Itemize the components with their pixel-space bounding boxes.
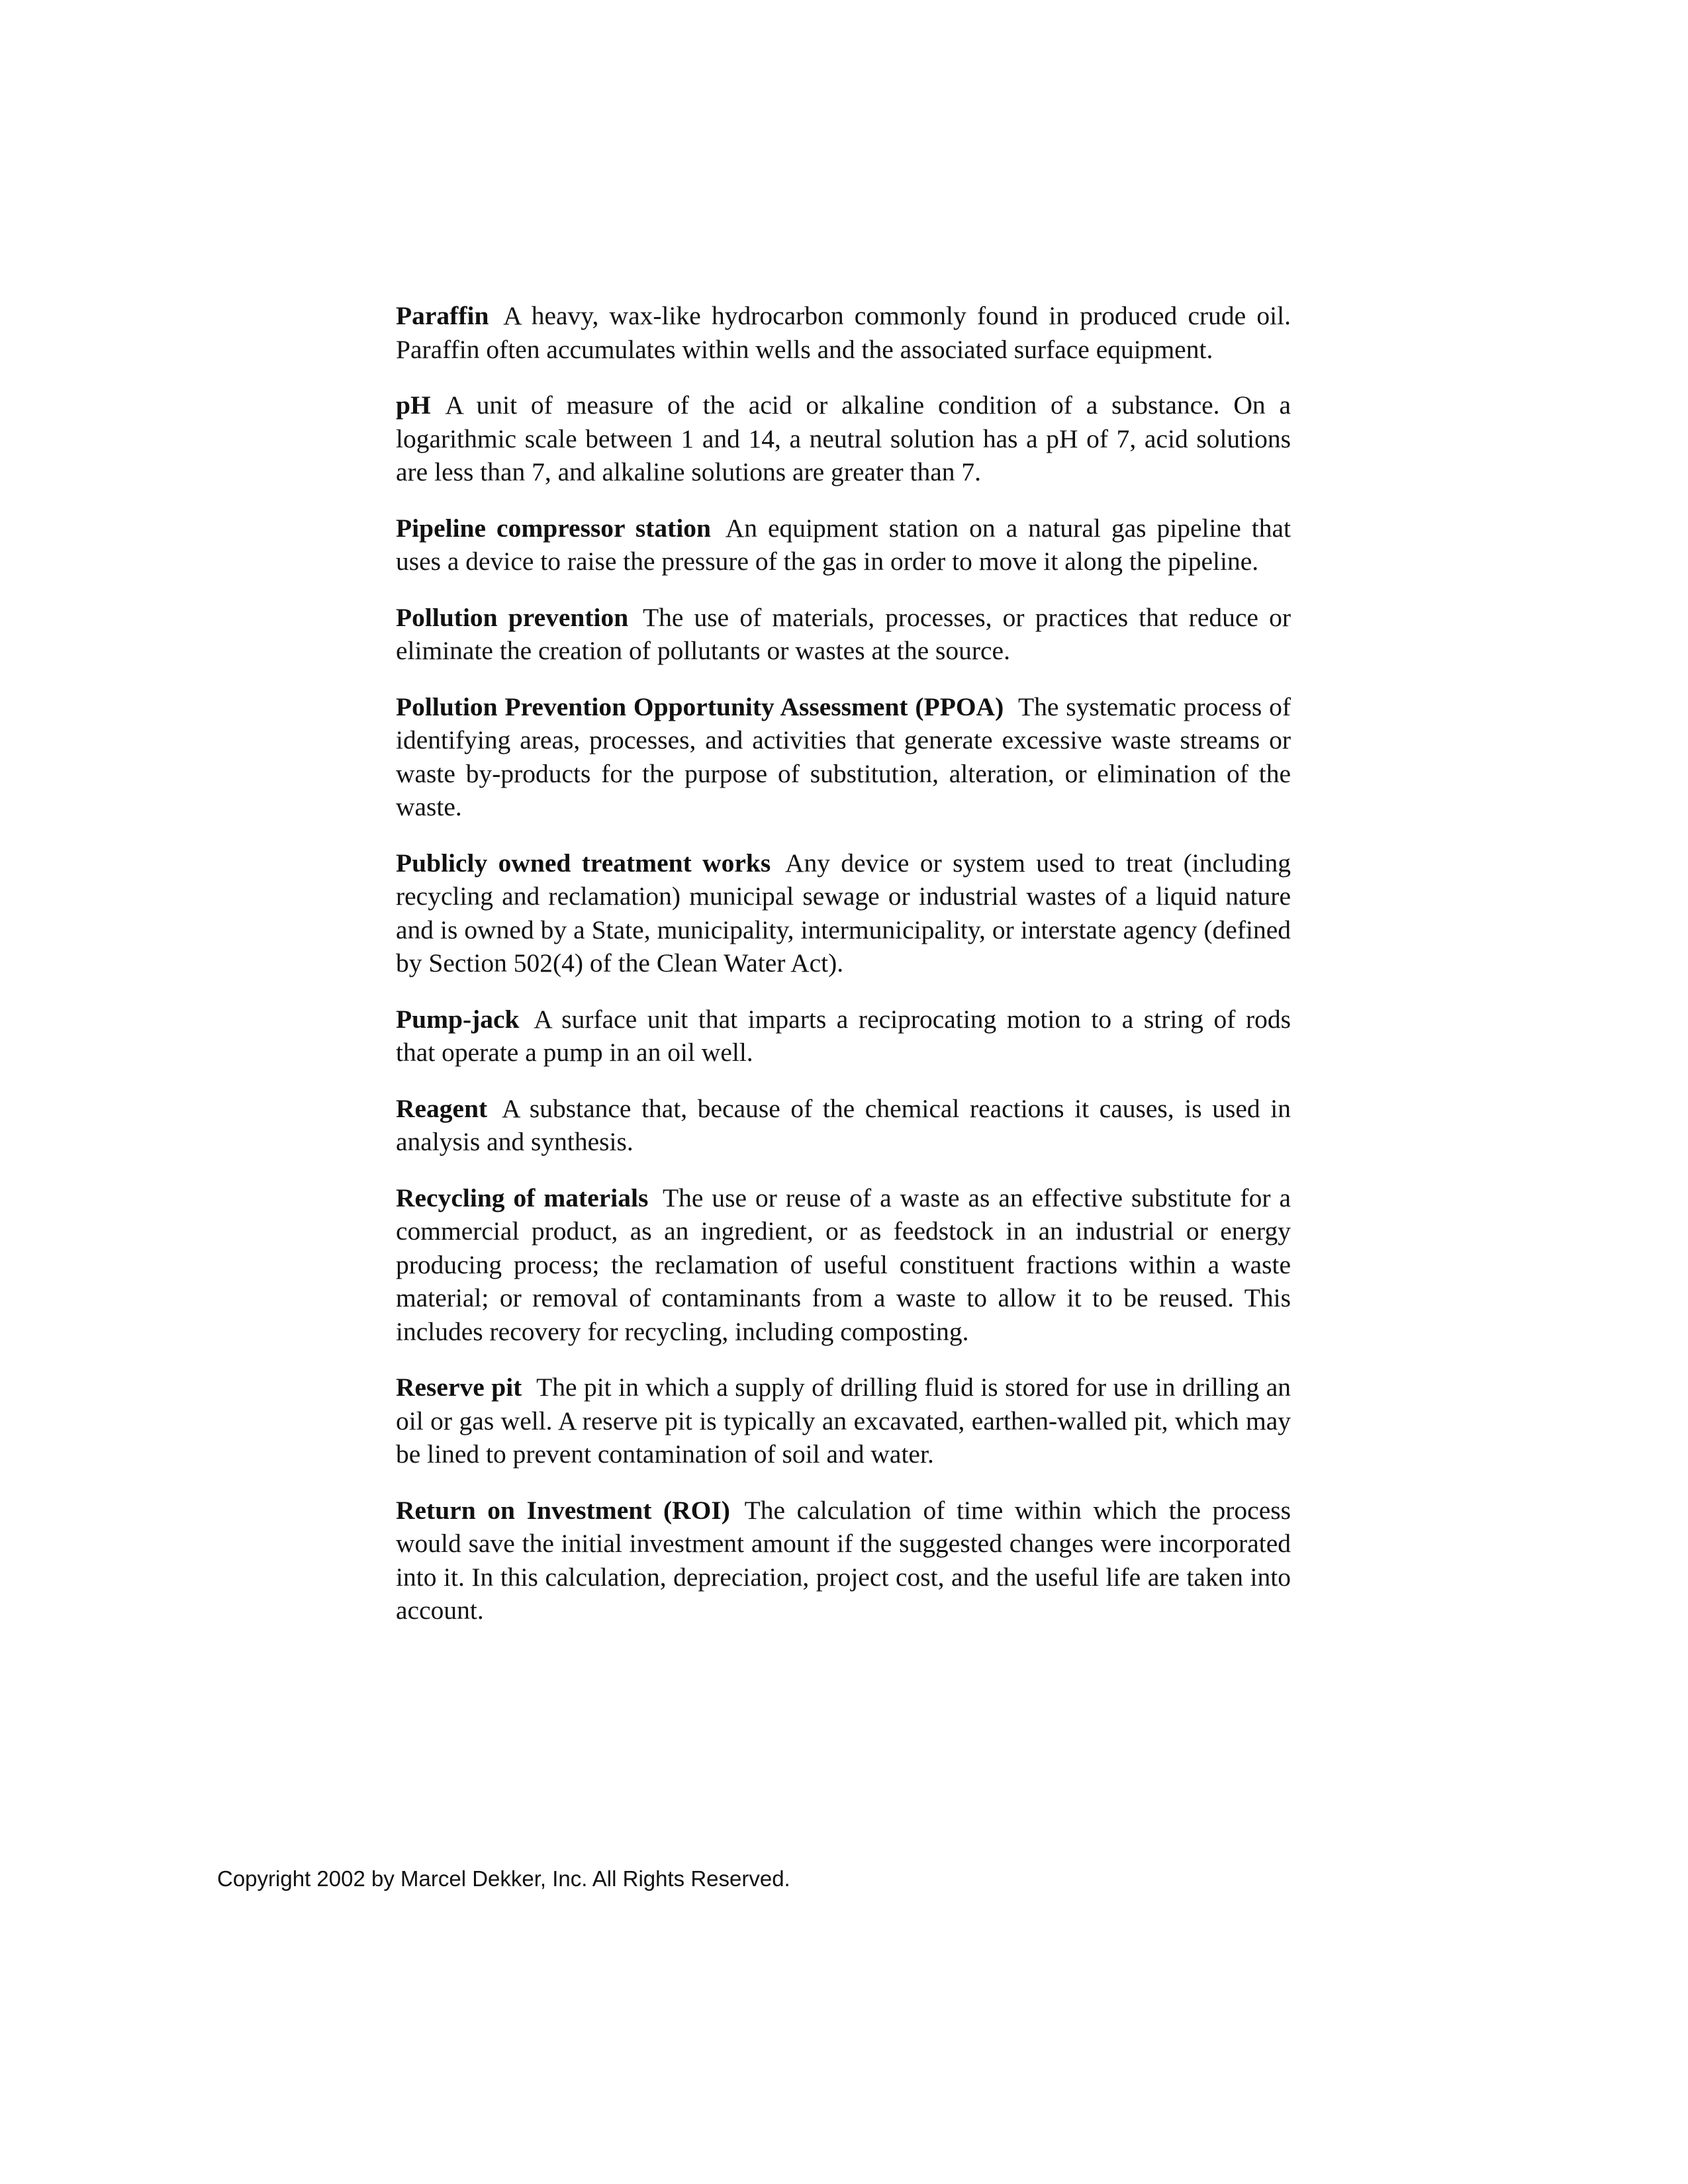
glossary-term: Publicly owned treatment works	[396, 848, 771, 878]
glossary-definition: A surface unit that imparts a reciprocating motion to a string of rods that operate a pump in an oil well.	[396, 1004, 1291, 1067]
glossary-term: Reagent	[396, 1093, 488, 1123]
copyright-notice: Copyright 2002 by Marcel Dekker, Inc. All Rights Reserved.	[217, 1866, 790, 1891]
glossary-definition: A heavy, wax-like hydrocarbon commonly found in produced crude oil. Paraffin often accumulates within wells and the associated surface equipment.	[396, 301, 1291, 364]
glossary-entry-ph	[396, 388, 1291, 489]
glossary-term: Pump-jack	[396, 1004, 520, 1034]
glossary-entry-pollution-prevention	[396, 601, 1291, 668]
glossary-definition: An equipment station on a natural gas pipeline that uses a device to raise the pressure of the gas in order to move it along the pipeline.	[396, 513, 1291, 576]
glossary-term: pH	[396, 390, 431, 420]
glossary-term: Reserve pit	[396, 1373, 522, 1402]
glossary-definition: The calculation of time within which the process would save the initial investment amount if the suggested changes were incorporated into it. In this calculation, depreciation, project cost, and the useful life are taken into account.	[396, 1495, 1291, 1625]
glossary-entry-pipeline-compressor-station	[396, 512, 1291, 578]
glossary-definition: The use or reuse of a waste as an effective substitute for a commercial product, as an ingredient, or as feedstock in an industrial or energy producing process; the reclamation of useful constituent fractions within a waste material; or removal of contaminants from a waste to allow it to be reused. This includes recovery for recycling, including composting.	[396, 1183, 1291, 1346]
glossary-definition: A unit of measure of the acid or alkaline condition of a substance. On a logarithmic scale between 1 and 14, a neutral solution has a pH of 7, acid solutions are less than 7, and alkaline solutions are greater than 7.	[396, 390, 1291, 486]
glossary-definition: A substance that, because of the chemical reactions it causes, is used in analysis and synthesis.	[396, 1093, 1291, 1156]
glossary-term: Pollution Prevention Opportunity Assessment (PPOA)	[396, 692, 1004, 721]
glossary-entry-reserve-pit	[396, 1371, 1291, 1471]
glossary-term: Recycling of materials	[396, 1183, 649, 1212]
glossary-entry-ppoa	[396, 690, 1291, 824]
glossary-entry-return-on-investment	[396, 1494, 1291, 1627]
glossary-list	[396, 299, 1291, 1650]
glossary-entry-reagent	[396, 1092, 1291, 1159]
glossary-term: Pipeline compressor station	[396, 513, 712, 543]
glossary-entry-pump-jack	[396, 1003, 1291, 1069]
glossary-definition: The pit in which a supply of drilling fluid is stored for use in drilling an oil or gas well. A reserve pit is typically an excavated, earthen-walled pit, which may be lined to prevent contamination of soil and water.	[396, 1373, 1291, 1469]
glossary-term: Paraffin	[396, 301, 489, 330]
glossary-entry-paraffin	[396, 299, 1291, 366]
glossary-definition: The systematic process of identifying areas, processes, and activities that generate excessive waste streams or waste by-products for the purpose of substitution, alteration, or elimination of the waste.	[396, 692, 1291, 821]
glossary-definition: The use of materials, processes, or practices that reduce or eliminate the creation of pollutants or wastes at the source.	[396, 602, 1291, 665]
glossary-term: Pollution prevention	[396, 602, 629, 632]
glossary-entry-recycling-of-materials	[396, 1181, 1291, 1349]
glossary-entry-publicly-owned-treatment-works	[396, 846, 1291, 980]
glossary-definition: Any device or system used to treat (including recycling and reclamation) municipal sewage or industrial wastes of a liquid nature and is owned by a State, municipality, intermunicipality, or interstate agency (defined by Section 502(4) of the Clean Water Act).	[396, 848, 1291, 978]
glossary-term: Return on Investment (ROI)	[396, 1495, 730, 1525]
